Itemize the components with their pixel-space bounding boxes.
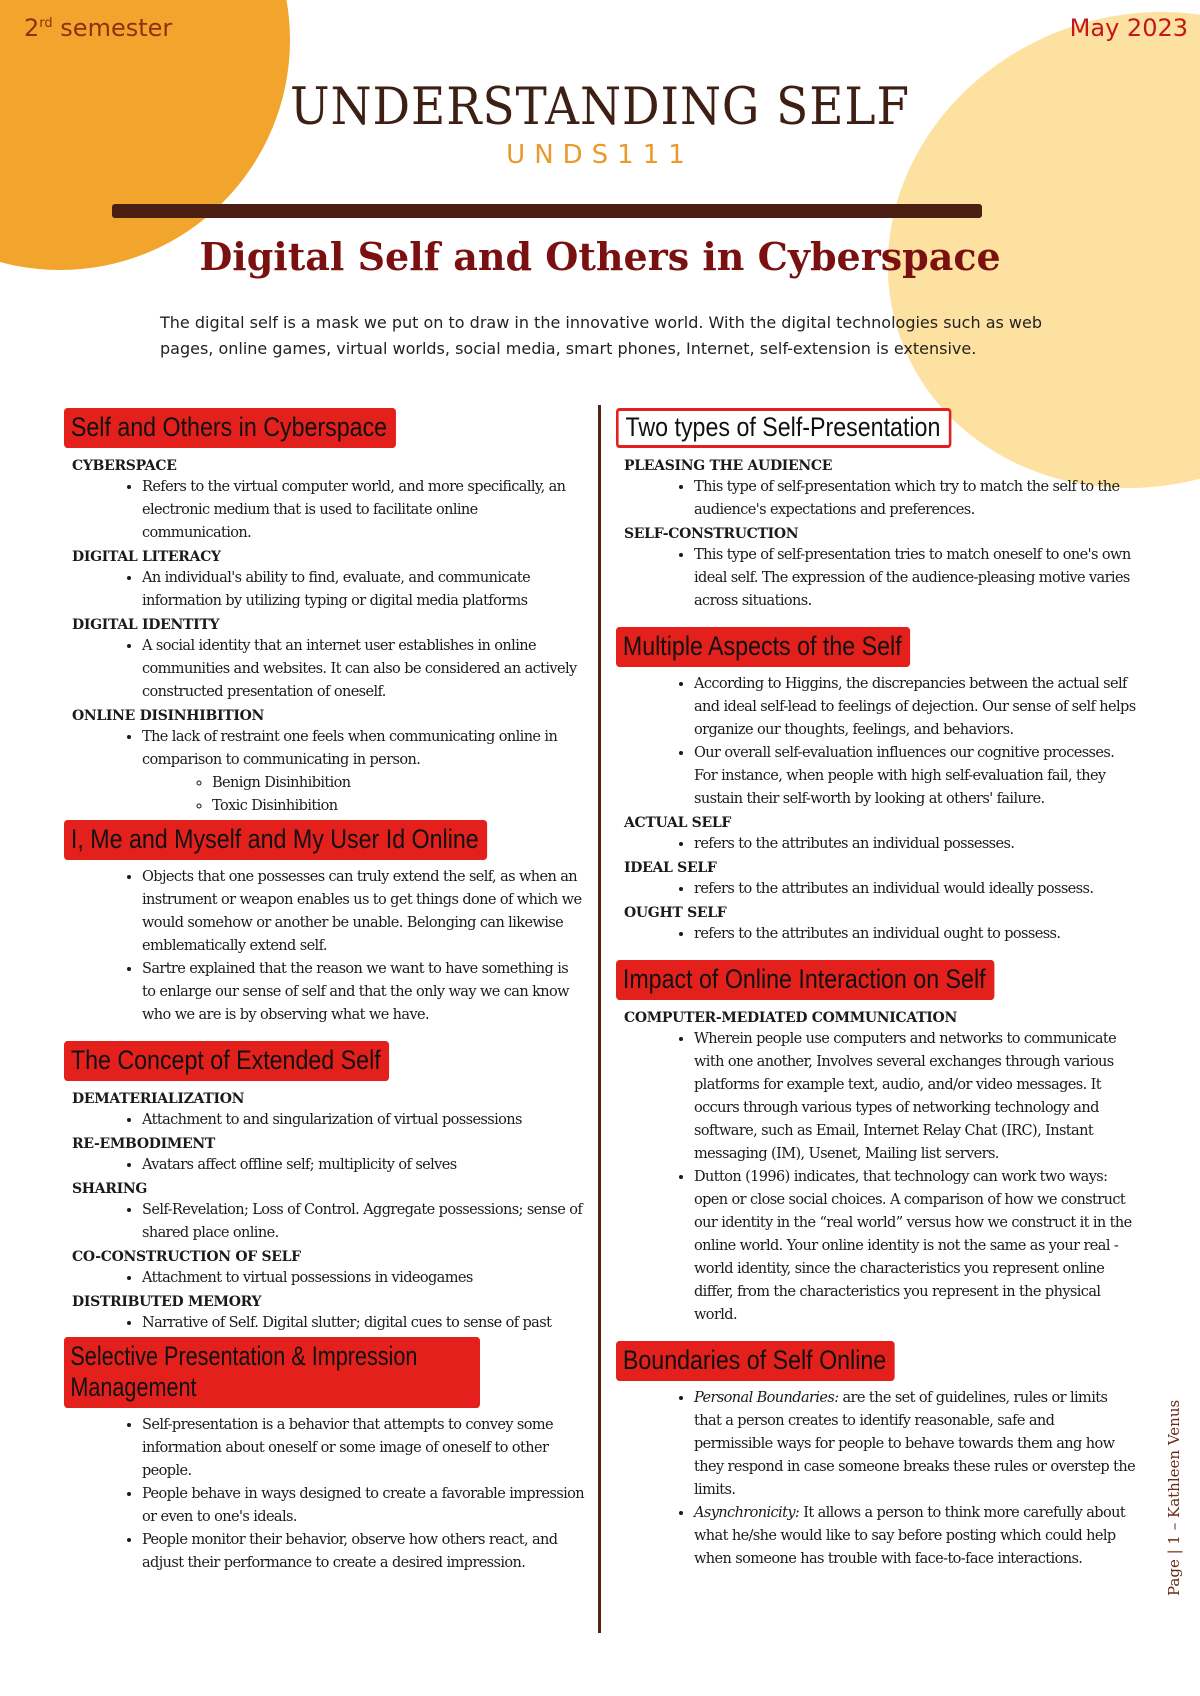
section-heading-online-interaction-impact: Impact of Online Interaction on Self (616, 960, 994, 1000)
list-item: • Self-Revelation; Loss of Control. Aggregate possessions; sense of shared place online. (142, 1199, 584, 1245)
list-item: • Attachment to and singularization of virtual possessions (142, 1109, 584, 1132)
section-heading-user-id-online: I, Me and Myself and My User Id Online (64, 820, 487, 860)
bullet-list (616, 878, 1136, 901)
sub-list-item: ◦ Toxic Disinhibition (212, 795, 584, 818)
list-item (694, 1387, 1136, 1502)
list-item: • According to Higgins, the discrepancies between the actual self and ideal self-lead to feelings of dejection. Our sense of self helps organize our thoughts, feelings, and behaviors. (694, 673, 1136, 742)
section-heading-multiple-aspects: Multiple Aspects of the Self (616, 627, 910, 667)
bullet-list (64, 635, 584, 704)
page-title: Digital Self and Others in Cyberspace (199, 234, 1001, 279)
date-label: May 2023 (1069, 14, 1188, 42)
list-item: • Wherein people use computers and networks to communicate with one another, Involves several exchanges through various platforms for example text, audio, and/or video messages. It occurs through various types of networking technology and software, such as Email, Internet Relay Chat (IRC), Instant messaging (IM), Usenet, Mailing list servers. (694, 1028, 1136, 1166)
term-computer-mediated-communication: COMPUTER-MEDIATED COMMUNICATION (624, 1010, 957, 1026)
term-ought-self: OUGHT SELF (624, 905, 727, 921)
list-item-text: are the set of guidelines, rules or limits that a person creates to identify reasonable, safe and permissible ways for people to behave towards them ang how they respond in case someone breaks these rules or overstep the limits. (694, 1390, 1136, 1498)
term-digital-literacy: DIGITAL LITERACY (72, 549, 221, 565)
list-item-text: It allows a person to think more carefully about what he/she would like to say before posting which could help when someone has trouble with face-to-face interactions. (694, 1505, 1126, 1567)
term-sharing: SHARING (72, 1181, 148, 1197)
right-column (616, 408, 1136, 1573)
section-heading-extended-self: The Concept of Extended Self (64, 1041, 389, 1081)
bullet-list (64, 1267, 584, 1290)
bullet-list (64, 476, 584, 545)
bullet-list (616, 673, 1136, 811)
list-item: • refers to the attributes an individual ought to possess. (694, 923, 1136, 946)
course-code: UNDS111 (506, 140, 694, 170)
document-title: UNDERSTANDING SELF (290, 78, 910, 137)
term-cyberspace: CYBERSPACE (72, 458, 177, 474)
bullet-list (616, 923, 1136, 946)
term-digital-identity: DIGITAL IDENTITY (72, 617, 220, 633)
list-item: • People monitor their behavior, observe how others react, and adjust their performance to create a desired impression. (142, 1529, 584, 1575)
list-item: • Narrative of Self. Digital slutter; digital cues to sense of past (142, 1312, 584, 1335)
left-column (64, 408, 584, 1577)
list-item-text: The lack of restraint one feels when communicating online in comparison to communicating in person. (142, 729, 558, 768)
bullet-list (64, 726, 584, 818)
column-divider (598, 405, 601, 1633)
bullet-list (64, 866, 584, 1027)
list-item: • Our overall self-evaluation influences our cognitive processes. For instance, when people with high self-evaluation fail, they sustain their self-worth by looking at others' failure. (694, 742, 1136, 811)
term-self-construction: SELF-CONSTRUCTION (624, 526, 799, 542)
section-heading-selective-presentation: Selective Presentation & Impression Management (64, 1337, 480, 1408)
list-item (694, 1502, 1136, 1571)
list-item-lead: Personal Boundaries: (694, 1390, 839, 1406)
list-item-lead: Asynchronicity: (694, 1505, 800, 1521)
semester-number: 2 (24, 14, 40, 42)
bullet-list (616, 476, 1136, 522)
bullet-list (64, 1312, 584, 1335)
bullet-list (64, 1199, 584, 1245)
term-actual-self: ACTUAL SELF (624, 815, 732, 831)
bullet-list (64, 1414, 584, 1575)
intro-paragraph: The digital self is a mask we put on to draw in the innovative world. With the digital technologies such as web pages, online games, virtual worlds, social media, smart phones, Internet, self-extension is extensive. (160, 313, 1042, 358)
section-heading-boundaries-online: Boundaries of Self Online (616, 1341, 895, 1381)
section-heading-self-presentation-types: Two types of Self-Presentation (616, 408, 952, 448)
list-item: • People behave in ways designed to create a favorable impression or even to one's ideals. (142, 1483, 584, 1529)
bullet-list (64, 567, 584, 613)
list-item (142, 726, 584, 818)
list-item: • Objects that one possesses can truly extend the self, as when an instrument or weapon enables us to get things done of which we would somehow or another be unable. Belonging can likewise emblematically extend self. (142, 866, 584, 958)
list-item: • Avatars affect offline self; multiplicity of selves (142, 1154, 584, 1177)
semester-word: semester (60, 14, 173, 42)
term-pleasing-the-audience: PLEASING THE AUDIENCE (624, 458, 833, 474)
list-item: • This type of self-presentation tries to match oneself to one's own ideal self. The expression of the audience-pleasing motive varies across situations. (694, 544, 1136, 613)
list-item: • Attachment to virtual possessions in videogames (142, 1267, 584, 1290)
term-ideal-self: IDEAL SELF (624, 860, 717, 876)
term-re-embodiment: RE-EMBODIMENT (72, 1136, 216, 1152)
list-item: • refers to the attributes an individual possesses. (694, 833, 1136, 856)
list-item: • Dutton (1996) indicates, that technology can work two ways: open or close social choices. A comparison of how we construct our identity in the “real world” versus how we construct it in the online world. Your online identity is not the same as your real -world identity, since the characteristics you represent online differ, from the characteristics you represent in the physical world. (694, 1166, 1136, 1327)
list-item: • refers to the attributes an individual would ideally possess. (694, 878, 1136, 901)
bullet-list (64, 1109, 584, 1132)
term-dematerialization: DEMATERIALIZATION (72, 1091, 245, 1107)
section-heading-self-and-others: Self and Others in Cyberspace (64, 408, 396, 448)
list-item: • Refers to the virtual computer world, and more specifically, an electronic medium that is used to facilitate online communication. (142, 476, 584, 545)
title-divider-bar (112, 204, 982, 218)
sub-list (142, 772, 584, 818)
bullet-list (616, 1028, 1136, 1327)
term-online-disinhibition: ONLINE DISINHIBITION (72, 708, 264, 724)
list-item: • An individual's ability to find, evaluate, and communicate information by utilizing typing or digital media platforms (142, 567, 584, 613)
list-item: • Self-presentation is a behavior that attempts to convey some information about oneself or some image of oneself to other people. (142, 1414, 584, 1483)
term-co-construction: CO-CONSTRUCTION OF SELF (72, 1249, 301, 1265)
bullet-list (64, 1154, 584, 1177)
list-item: • Sartre explained that the reason we want to have something is to enlarge our sense of self and that the only way we can know who we are is by observing what we have. (142, 958, 584, 1027)
list-item: • This type of self-presentation which try to match the self to the audience's expectations and preferences. (694, 476, 1136, 522)
page-footer: Page | 1 – Kathleen Venus (1165, 1399, 1183, 1596)
bullet-list (616, 833, 1136, 856)
list-item: • A social identity that an internet user establishes in online communities and websites. It can also be considered an actively constructed presentation of oneself. (142, 635, 584, 704)
bullet-list (616, 544, 1136, 613)
bullet-list (616, 1387, 1136, 1571)
term-distributed-memory: DISTRIBUTED MEMORY (72, 1294, 262, 1310)
semester-superscript: rd (39, 16, 53, 31)
semester-label (24, 14, 172, 42)
sub-list-item: ◦ Benign Disinhibition (212, 772, 584, 795)
